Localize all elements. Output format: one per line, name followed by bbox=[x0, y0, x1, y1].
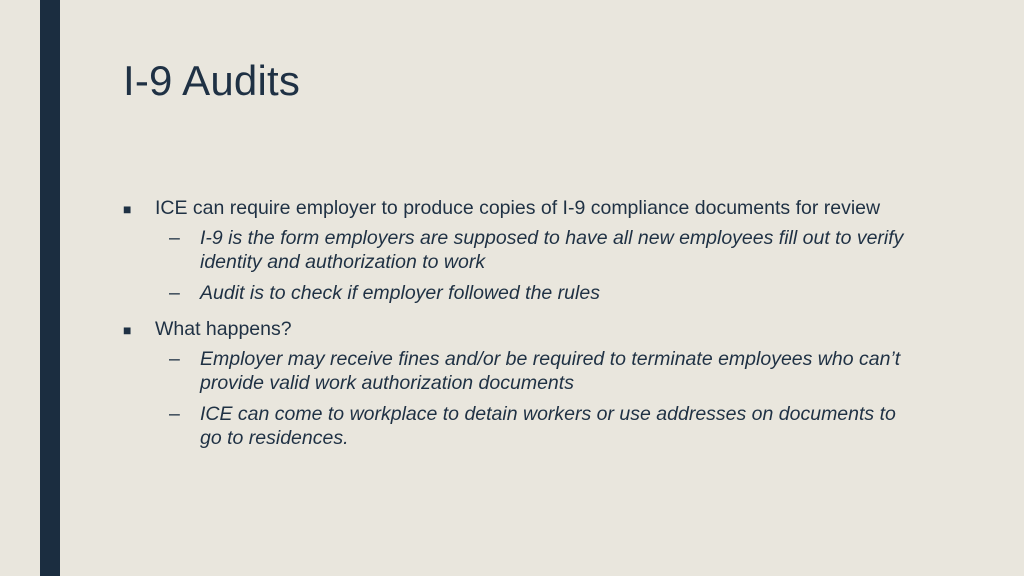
bullet-item bbox=[123, 317, 923, 450]
sub-item bbox=[155, 281, 923, 305]
dash-icon: – bbox=[169, 227, 180, 249]
slide-body bbox=[123, 196, 923, 462]
sub-item bbox=[155, 347, 923, 395]
accent-bar bbox=[40, 0, 60, 576]
bullet-item bbox=[123, 196, 923, 305]
bullet-text: ICE can require employer to produce copies of I-9 compliance documents for review bbox=[155, 197, 881, 219]
sub-item bbox=[155, 226, 923, 274]
sub-list bbox=[155, 226, 923, 305]
square-bullet-icon: ■ bbox=[123, 322, 132, 338]
sub-item bbox=[155, 402, 923, 450]
sub-list bbox=[155, 347, 923, 450]
dash-icon: – bbox=[169, 282, 180, 304]
sub-item-text: ICE can come to workplace to detain workers or use addresses on documents to go to residences. bbox=[200, 403, 896, 449]
bullet-text: What happens? bbox=[155, 318, 292, 340]
slide-title: I-9 Audits bbox=[123, 57, 301, 104]
sub-item-text: Audit is to check if employer followed the rules bbox=[200, 282, 600, 304]
square-bullet-icon: ■ bbox=[123, 201, 132, 217]
sub-item-text: Employer may receive fines and/or be required to terminate employees who can’t provide valid work authorization documents bbox=[200, 348, 901, 394]
dash-icon: – bbox=[169, 403, 180, 425]
sub-item-text: I-9 is the form employers are supposed to have all new employees fill out to verify identity and authorization to work bbox=[200, 227, 904, 273]
dash-icon: – bbox=[169, 348, 180, 370]
